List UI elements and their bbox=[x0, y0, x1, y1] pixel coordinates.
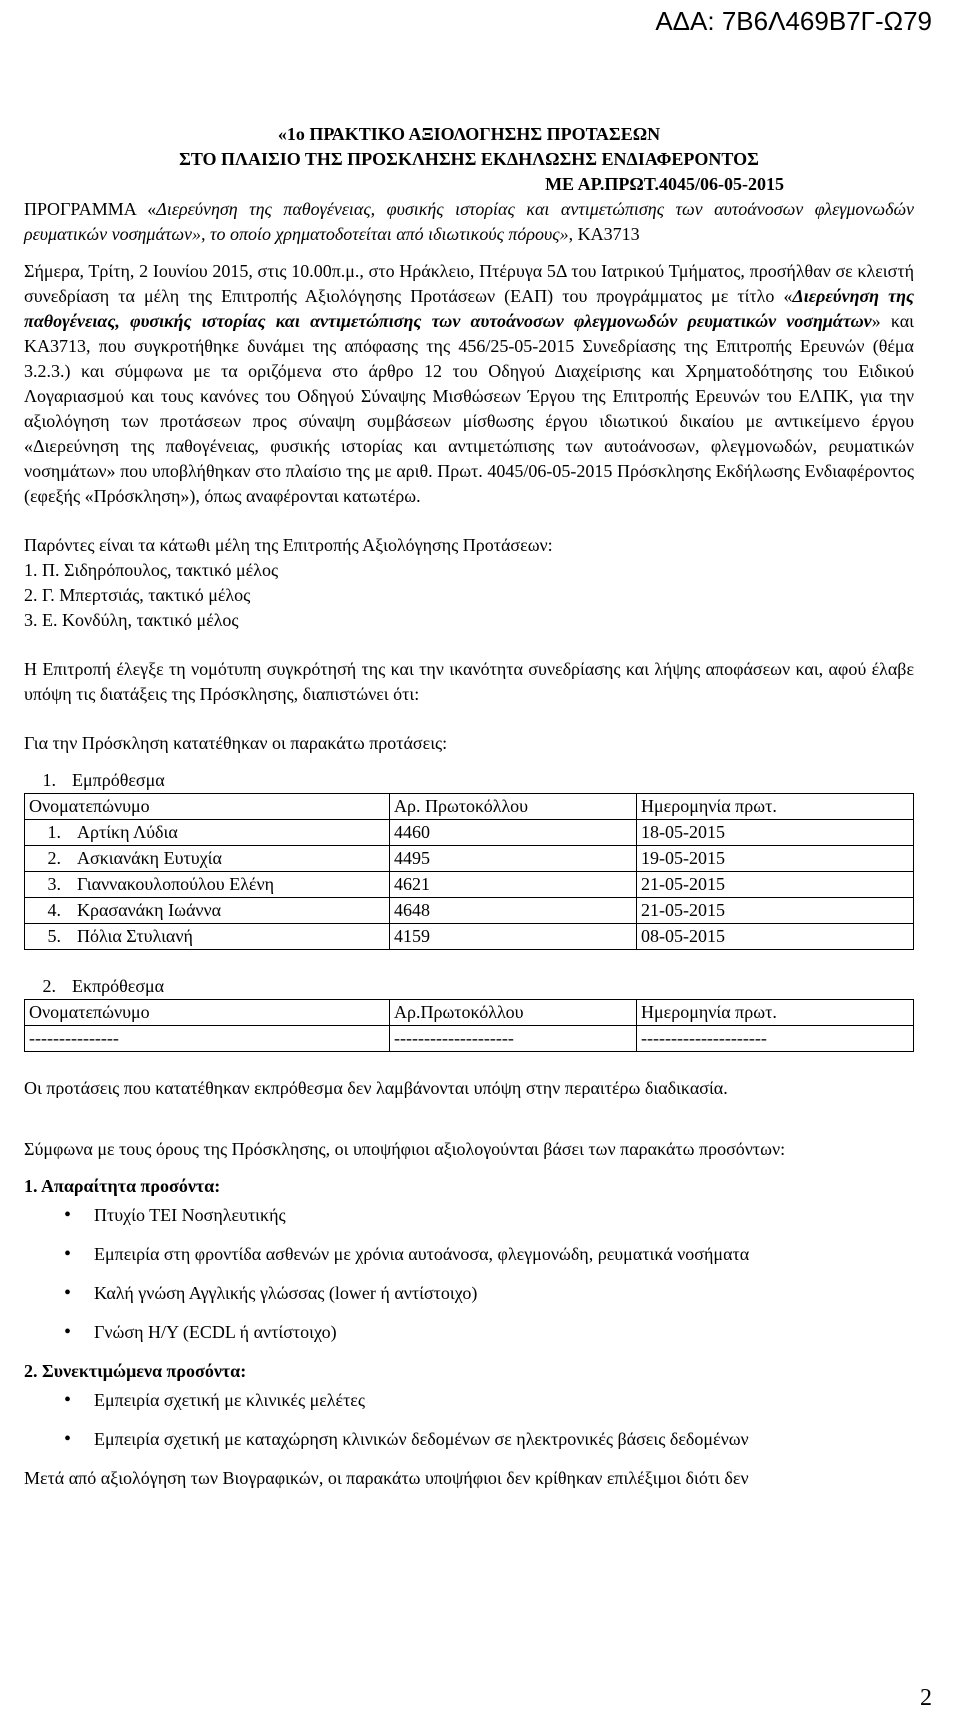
late-number: 2. bbox=[42, 976, 56, 996]
table-row bbox=[25, 872, 914, 898]
cell-protocol: -------------------- bbox=[390, 1026, 637, 1052]
cell-protocol: 4495 bbox=[390, 846, 637, 872]
cell-date: --------------------- bbox=[637, 1026, 914, 1052]
program-code: , ΚΑ3713 bbox=[568, 224, 640, 244]
cell-date: 18-05-2015 bbox=[637, 820, 914, 846]
list-item: • Γνώση Η/Υ (ECDL ή αντίστοιχο) bbox=[24, 1320, 914, 1345]
header-name: Ονοματεπώνυμο bbox=[25, 1000, 390, 1026]
header-protocol: Αρ.Πρωτοκόλλου bbox=[390, 1000, 637, 1026]
cell-date: 08-05-2015 bbox=[637, 924, 914, 950]
timely-heading bbox=[24, 768, 914, 793]
timely-label: Εμπρόθεσμα bbox=[72, 770, 165, 790]
cell-name bbox=[25, 820, 390, 846]
cell-date: 21-05-2015 bbox=[637, 898, 914, 924]
program-paragraph bbox=[24, 197, 914, 247]
cell-protocol: 4460 bbox=[390, 820, 637, 846]
closing-paragraph: Μετά από αξιολόγηση των Βιογραφικών, οι παρακάτω υποψήφιοι δεν κρίθηκαν επιλέξιμοι διότι δεν bbox=[24, 1468, 749, 1488]
list-item: • Εμπειρία σχετική με κλινικές μελέτες bbox=[24, 1388, 914, 1413]
table-row bbox=[25, 924, 914, 950]
table-row bbox=[25, 1026, 914, 1052]
late-note: Οι προτάσεις που κατατέθηκαν εκπρόθεσμα δεν λαμβάνονται υπόψη στην περαιτέρω διαδικασία. bbox=[24, 1078, 728, 1098]
list-item: • Πτυχίο ΤΕΙ Νοσηλευτικής bbox=[24, 1203, 914, 1228]
member-item: 2. Γ. Μπερτσιάς, τακτικό μέλος bbox=[24, 585, 251, 605]
cell-name bbox=[25, 898, 390, 924]
cell-date: 19-05-2015 bbox=[637, 846, 914, 872]
table-header-row bbox=[25, 794, 914, 820]
table-row bbox=[25, 898, 914, 924]
page-number: 2 bbox=[920, 1685, 932, 1711]
cell-date: 21-05-2015 bbox=[637, 872, 914, 898]
cell-protocol: 4648 bbox=[390, 898, 637, 924]
cell-name: --------------- bbox=[25, 1026, 390, 1052]
late-heading bbox=[24, 974, 914, 999]
members-heading: Παρόντες είναι τα κάτωθι μέλη της Επιτροπής Αξιολόγησης Προτάσεων: bbox=[24, 535, 553, 555]
list-item: • Καλή γνώση Αγγλικής γλώσσας (lower ή αντίστοιχο) bbox=[24, 1281, 914, 1306]
intro-paragraph bbox=[24, 259, 914, 509]
table-row bbox=[25, 820, 914, 846]
submitted-heading: Για την Πρόσκληση κατατέθηκαν οι παρακάτω προτάσεις: bbox=[24, 733, 448, 753]
criteria-intro: Σύμφωνα με τους όρους της Πρόσκλησης, οι υποψήφιοι αξιολογούνται βάσει των παρακάτω προσόντων: bbox=[24, 1139, 786, 1159]
row-number: 2. bbox=[47, 848, 61, 868]
required-heading: 1. Απαραίτητα προσόντα: bbox=[24, 1176, 221, 1196]
weighted-list bbox=[24, 1388, 914, 1452]
timely-number: 1. bbox=[42, 770, 56, 790]
intro-part-1: Σήμερα, Τρίτη, 2 Ιουνίου 2015, στις 10.00π.μ., στο Ηράκλειο, Πτέρυγα 5Δ του Ιατρικού Τμήματος, προσήλθαν σε κλειστή συνεδρίαση τα μέλη της Επιτροπής Αξιολόγησης Προτάσεων (ΕΑΠ) του προγράμματος με τίτλο « bbox=[24, 261, 914, 306]
late-table bbox=[24, 999, 914, 1052]
cell-protocol: 4159 bbox=[390, 924, 637, 950]
late-label: Εκπρόθεσμα bbox=[72, 976, 165, 996]
header-date: Ημερομηνία πρωτ. bbox=[637, 1000, 914, 1026]
list-item: • Εμπειρία σχετική με καταχώρηση κλινικών δεδομένων σε ηλεκτρονικές βάσεις δεδομένων bbox=[24, 1427, 914, 1452]
candidate-name: Ασκιανάκη Ευτυχία bbox=[77, 848, 222, 868]
table-row bbox=[25, 846, 914, 872]
cell-name bbox=[25, 872, 390, 898]
header-protocol: Αρ. Πρωτοκόλλου bbox=[390, 794, 637, 820]
candidate-name: Αρτίκη Λύδια bbox=[77, 822, 178, 842]
header-name: Ονοματεπώνυμο bbox=[25, 794, 390, 820]
cell-protocol: 4621 bbox=[390, 872, 637, 898]
ada-code: ΑΔΑ: 7Β6Λ469Β7Γ-Ω79 bbox=[655, 6, 932, 36]
cell-name bbox=[25, 846, 390, 872]
weighted-heading: 2. Συνεκτιμώμενα προσόντα: bbox=[24, 1361, 247, 1381]
row-number: 1. bbox=[47, 822, 61, 842]
row-number: 5. bbox=[47, 926, 61, 946]
header-date: Ημερομηνία πρωτ. bbox=[637, 794, 914, 820]
title-line-3: ΜΕ ΑΡ.ΠΡΩΤ.4045/06-05-2015 bbox=[545, 174, 784, 194]
program-prefix: ΠΡΟΓΡΑΜΜΑ « bbox=[24, 199, 157, 219]
cell-name bbox=[25, 924, 390, 950]
table-header-row bbox=[25, 1000, 914, 1026]
intro-project-title: Διερεύνηση της παθογένειας, φυσικής ιστορίας και αντιμετώπισης των αυτοάνοσων φλεγμονωδών ρευματικών νοσημάτων bbox=[24, 286, 915, 331]
required-list bbox=[24, 1203, 914, 1345]
timely-table bbox=[24, 793, 914, 950]
candidate-name: Γιαννακουλοπούλου Ελένη bbox=[77, 874, 275, 894]
document-page bbox=[24, 122, 914, 1491]
candidate-name: Κρασανάκη Ιωάννα bbox=[77, 900, 222, 920]
member-item: 1. Π. Σιδηρόπουλος, τακτικό μέλος bbox=[24, 560, 279, 580]
member-item: 3. Ε. Κονδύλη, τακτικό μέλος bbox=[24, 610, 239, 630]
intro-part-2: » και ΚΑ3713, που συγκροτήθηκε δυνάμει της απόφασης της 456/25-05-2015 Συνεδρίασης της Επιτροπής Ερευνών (θέμα 3.2.3.) και σύμφωνα με τα οριζόμενα στο άρθρο 12 του Οδηγού Διαχείρισης και Χρηματοδότησης του Ειδικού Λογαριασμού και τους κανόνες του Οδηγού Σύναψης Μισθώσεων Έργου της Επιτροπής Ερευνών του ΕΛΠΚ, για την αξιολόγηση των προτάσεων προς σύναψη συμβάσεων μίσθωσης έργου ιδιωτικού δικαίου με αντικείμενο έργου «Διερεύνηση της παθογένειας, φυσικής ιστορίας και αντιμετώπισης των αυτοάνοσων, φλεγμονωδών, ρευματικών νοσημάτων» που υποβλήθηκαν στο πλαίσιο της με αριθ. Πρωτ. 4045/06-05-2015 Πρόσκλησης Εκδήλωσης Ενδιαφέροντος (εφεξής «Πρόσκληση»), όπως αναφέρονται κατωτέρω. bbox=[24, 311, 915, 506]
program-title: Διερεύνηση της παθογένειας, φυσικής ιστορίας και αντιμετώπισης των αυτοάνοσων φλεγμονωδών ρευματικών νοσημάτων», το οποίο χρηματοδοτείται από ιδιωτικούς πόρους» bbox=[24, 199, 914, 244]
title-line-2: ΣΤΟ ΠΛΑΙΣΙΟ ΤΗΣ ΠΡΟΣΚΛΗΣΗΣ ΕΚΔΗΛΩΣΗΣ ΕΝΔΙΑΦΕΡΟΝΤΟΣ bbox=[179, 149, 759, 169]
title-line-1: «1ο ΠΡΑΚΤΙΚΟ ΑΞΙΟΛΟΓΗΣΗΣ ΠΡΟΤΑΣΕΩΝ bbox=[277, 124, 661, 144]
row-number: 4. bbox=[47, 900, 61, 920]
candidate-name: Πόλια Στυλιανή bbox=[77, 926, 193, 946]
list-item: • Εμπειρία στη φροντίδα ασθενών με χρόνια αυτοάνοσα, φλεγμονώδη, ρευματικά νοσήματα bbox=[24, 1242, 914, 1267]
committee-check-paragraph: Η Επιτροπή έλεγξε τη νομότυπη συγκρότησή της και την ικανότητα συνεδρίασης και λήψης αποφάσεων και, αφού έλαβε υπόψη τις διατάξεις της Πρόσκλησης, διαπιστώνει ότι: bbox=[24, 659, 914, 704]
row-number: 3. bbox=[47, 874, 61, 894]
